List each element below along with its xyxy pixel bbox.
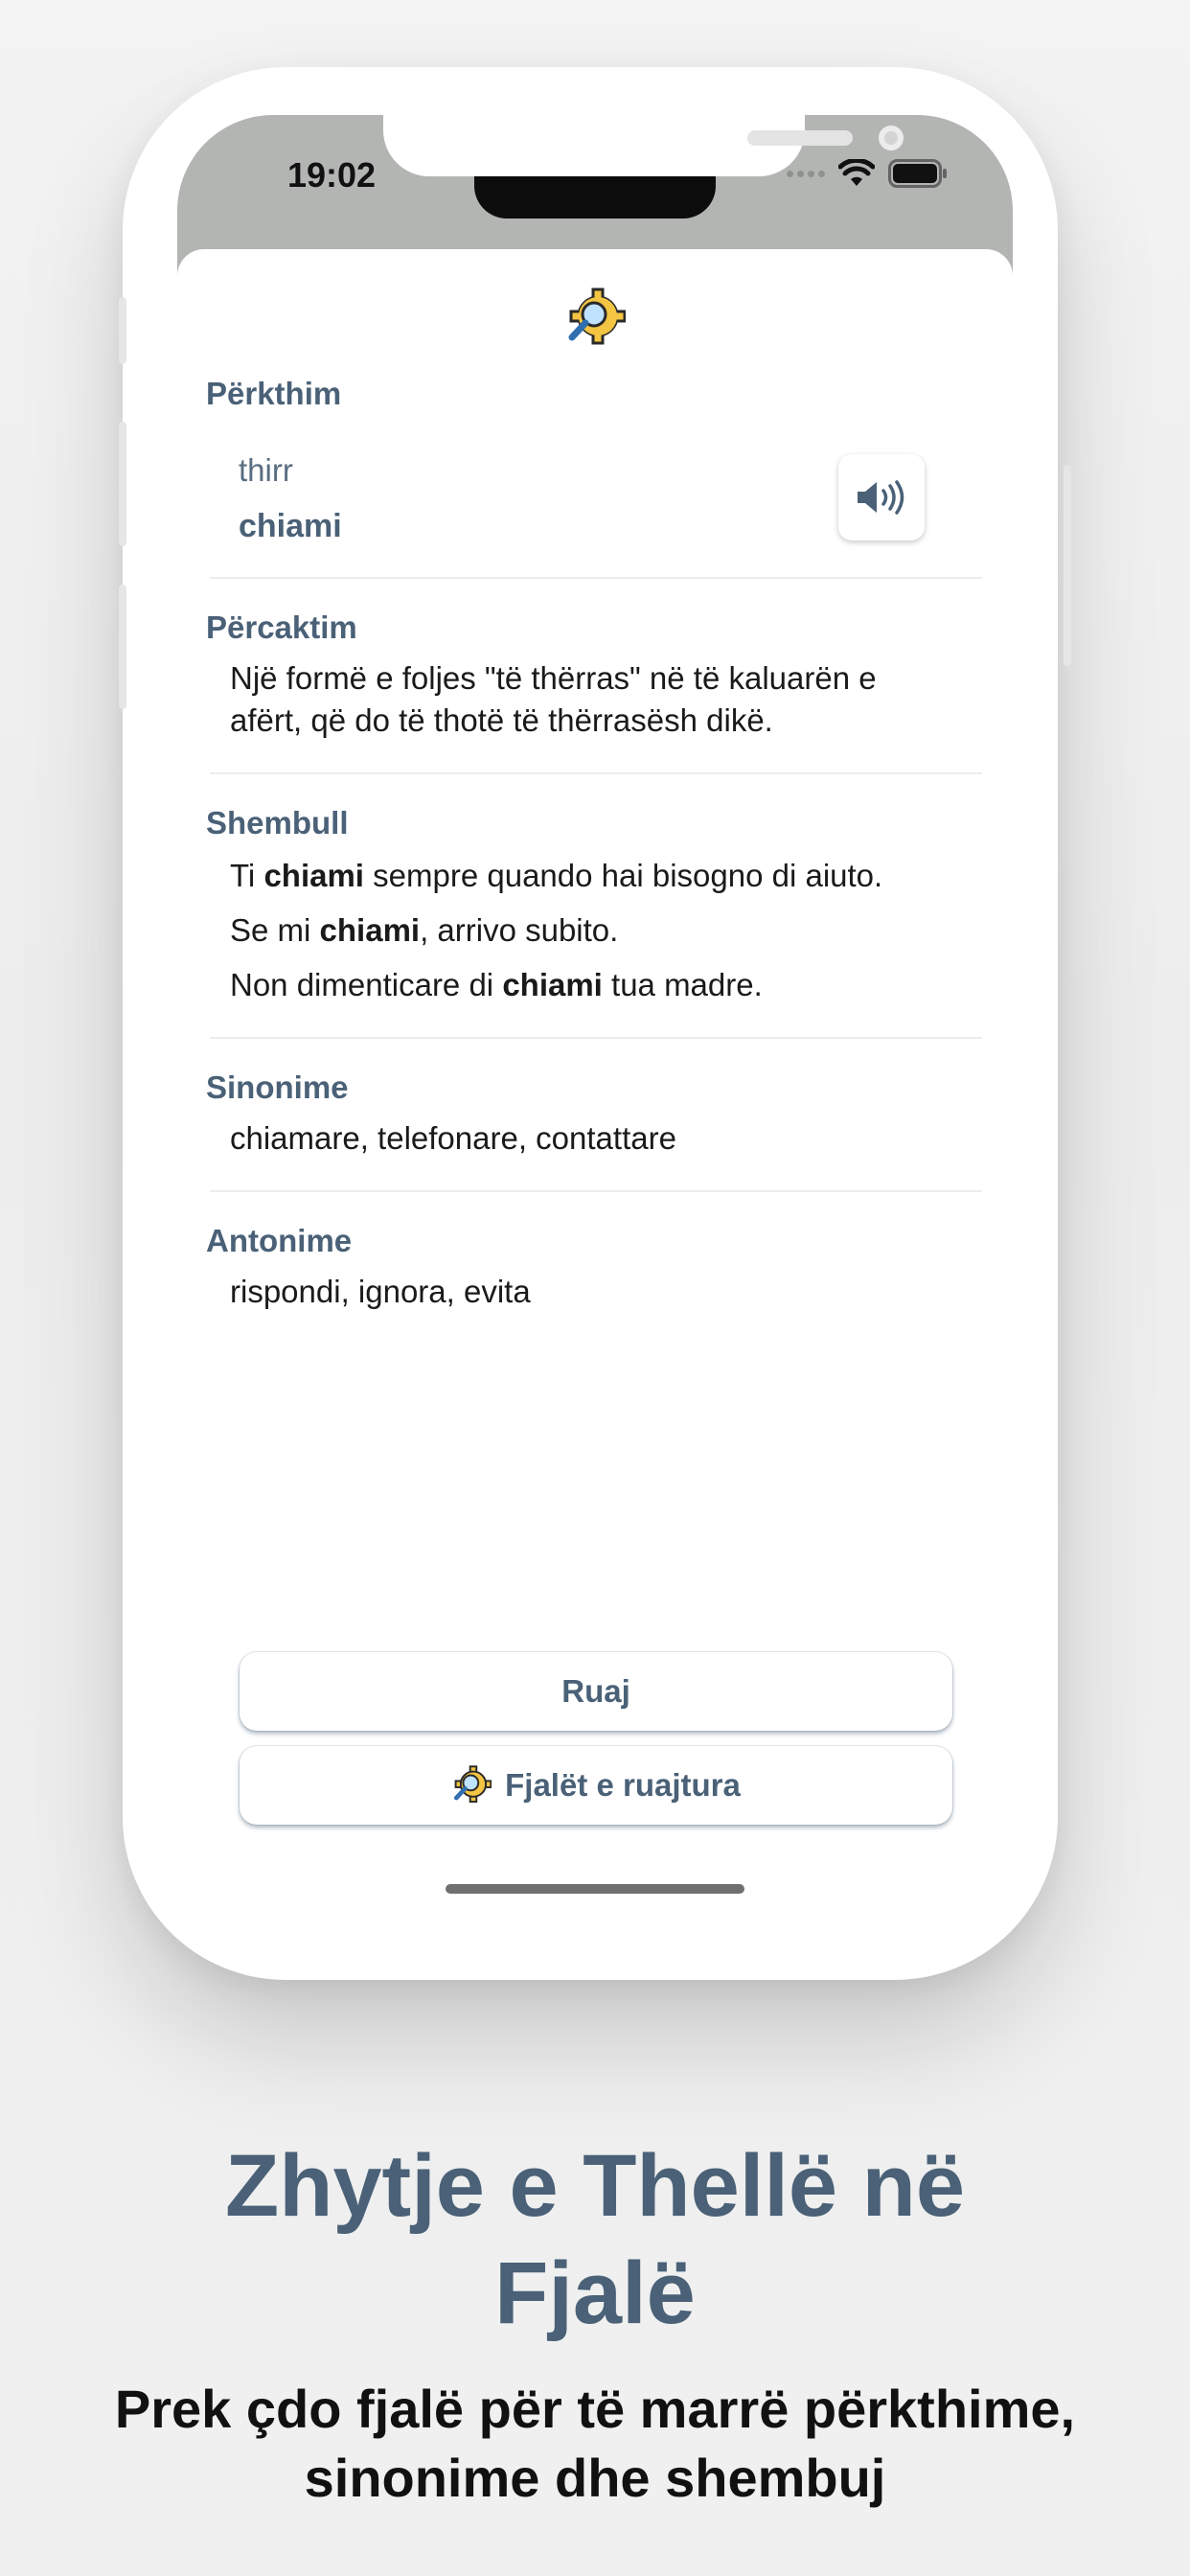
phone-side-button bbox=[119, 297, 126, 364]
synonyms-text: chiamare, telefonare, contattare bbox=[230, 1120, 676, 1156]
example-sentence: Non dimenticare di chiami tua madre. bbox=[230, 967, 763, 1002]
headline-line: Zhytje e Thellë në bbox=[225, 2137, 965, 2235]
example-sentence: Se mi chiami, arrivo subito. bbox=[230, 912, 619, 948]
word-detail-sheet bbox=[177, 249, 1013, 1932]
dynamic-island bbox=[474, 176, 716, 218]
phone-screen bbox=[177, 115, 1013, 1932]
antonyms-title: Antonime bbox=[206, 1223, 353, 1258]
phone-volume-down-button bbox=[119, 585, 126, 709]
subline-line: Prek çdo fjalë për të marrë përkthime, bbox=[114, 2379, 1076, 2439]
example-highlight: chiami bbox=[319, 912, 421, 948]
front-camera bbox=[879, 126, 904, 150]
save-button[interactable] bbox=[240, 1652, 952, 1731]
definition-line: Një formë e foljes "të thërras" në të kaluarën e bbox=[230, 660, 877, 696]
wifi-icon bbox=[838, 159, 875, 188]
play-pronunciation-button[interactable] bbox=[838, 454, 925, 540]
example-sentence: Ti chiami sempre quando hai bisogno di aiuto. bbox=[230, 858, 883, 893]
marketing-headline bbox=[0, 2132, 1190, 2347]
definition-line: afërt, që do të thotë të thërrasësh dikë. bbox=[230, 702, 773, 738]
marketing-subline bbox=[57, 2375, 1133, 2513]
speaker-volume-icon bbox=[856, 480, 907, 515]
battery-icon bbox=[888, 159, 948, 188]
gear-magnifier-icon bbox=[451, 1765, 492, 1806]
definition-title: Përcaktim bbox=[206, 610, 357, 645]
headline-line: Fjalë bbox=[494, 2244, 696, 2342]
synonyms-title: Sinonime bbox=[206, 1070, 349, 1105]
earpiece bbox=[747, 130, 853, 146]
divider bbox=[210, 772, 982, 774]
translated-word: chiami bbox=[239, 508, 342, 544]
definition-text bbox=[230, 657, 877, 742]
translation-title: Përkthim bbox=[206, 376, 342, 411]
source-word: thirr bbox=[239, 452, 293, 488]
phone-volume-up-button bbox=[119, 422, 126, 546]
status-icons bbox=[787, 159, 948, 188]
notch bbox=[383, 115, 805, 176]
signal-icon bbox=[787, 171, 825, 177]
examples-title: Shembull bbox=[206, 805, 349, 840]
divider bbox=[210, 1037, 982, 1039]
antonyms-text: rispondi, ignora, evita bbox=[230, 1274, 531, 1309]
example-highlight: chiami bbox=[263, 858, 364, 893]
save-button-label: Ruaj bbox=[561, 1673, 630, 1709]
divider bbox=[210, 577, 982, 579]
example-highlight: chiami bbox=[502, 967, 603, 1002]
divider bbox=[210, 1190, 982, 1192]
saved-words-button-label: Fjalët e ruajtura bbox=[505, 1767, 741, 1803]
gear-magnifier-icon bbox=[564, 288, 626, 349]
phone-power-button bbox=[1064, 465, 1071, 666]
status-time: 19:02 bbox=[287, 155, 377, 195]
subline-line: sinonime dhe shembuj bbox=[304, 2448, 886, 2508]
home-indicator[interactable] bbox=[446, 1884, 744, 1894]
saved-words-button[interactable] bbox=[240, 1746, 952, 1825]
